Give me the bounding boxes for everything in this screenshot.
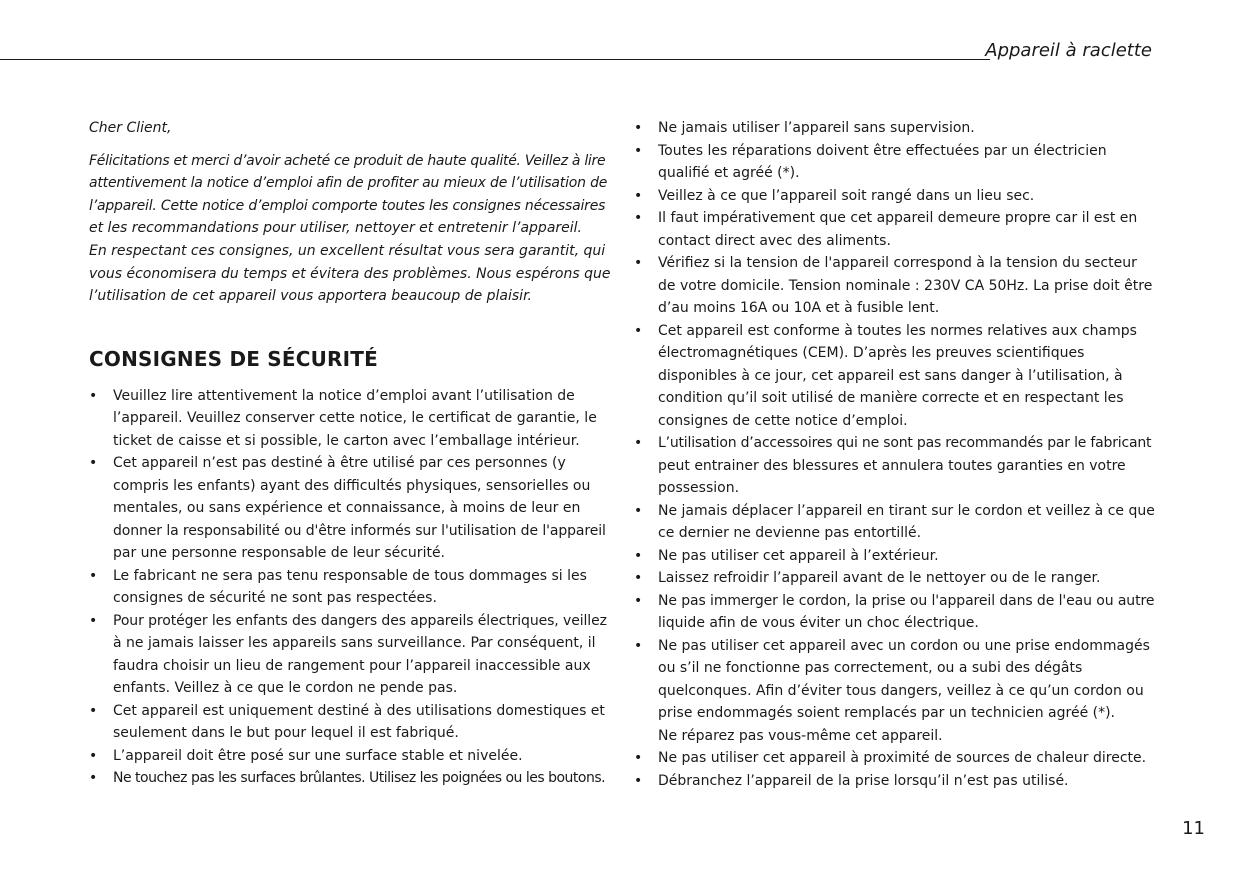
bullet-dot: • [634, 322, 643, 339]
bullet-item [634, 140, 1157, 185]
intro-paragraph [89, 150, 612, 308]
bullet-line: de votre domicile. Tension nominale : 230V CA 50Hz. La prise doit être [658, 277, 1153, 294]
bullet-dot: • [634, 502, 643, 519]
bullet-dot: • [634, 255, 643, 271]
bullet-line: qualifié et agréé (*). [658, 165, 800, 181]
bullet-line: peut entrainer des blessures et annulera toutes garanties en votre [658, 457, 1126, 474]
bullet-line: Ne pas utiliser cet appareil à l’extérieur. [658, 547, 939, 564]
bullet-line: à ne jamais laisser les appareils sans surveillance. Par conséquent, il [113, 635, 596, 652]
bullet-dot: • [634, 187, 643, 204]
left-column [89, 117, 612, 790]
intro-line: En respectant ces consignes, un excellent résultat vous sera garantit, qui [89, 242, 606, 259]
bullet-dot: • [89, 567, 98, 584]
bullet-dot: • [89, 387, 98, 404]
bullet-line: contact direct avec des aliments. [658, 232, 891, 249]
bullet-dot: • [634, 210, 643, 226]
bullet-item [89, 565, 612, 610]
bullet-item [634, 207, 1157, 252]
bullet-line: ou s’il ne fonctionne pas correctement, ou a subi des dégâts [658, 660, 1083, 676]
bullet-line: Vérifiez si la tension de l'appareil correspond à la tension du secteur [658, 255, 1137, 271]
bullet-line: condition qu’il soit utilisé de manière correcte et en respectant les [658, 390, 1124, 406]
bullet-item [634, 117, 1157, 140]
bullet-line: enfants. Veillez à ce que le cordon ne pende pas. [113, 680, 458, 697]
greeting: Cher Client, [89, 120, 172, 136]
bullet-dot: • [89, 770, 98, 787]
bullet-line: Cet appareil est uniquement destiné à des utilisations domestiques et [113, 702, 605, 719]
bullet-line: d’au moins 16A ou 10A et à fusible lent. [658, 300, 940, 316]
bullet-dot: • [634, 120, 643, 136]
bullet-item [89, 767, 612, 790]
bullet-item [634, 567, 1157, 590]
intro-text [89, 117, 612, 308]
bullet-line: Ne pas immerger le cordon, la prise ou l'appareil dans de l'eau ou autre [658, 592, 1155, 609]
bullet-line: Veuillez lire attentivement la notice d’emploi avant l’utilisation de [113, 387, 575, 404]
bullet-dot: • [89, 612, 98, 629]
bullet-dot: • [89, 702, 98, 719]
bullet-dot: • [634, 547, 643, 564]
right-bullet-list [634, 117, 1157, 792]
bullet-item [634, 747, 1157, 770]
bullet-line: seulement dans le but pour lequel il est fabriqué. [113, 725, 459, 742]
bullet-line: Le fabricant ne sera pas tenu responsable de tous dommages si les [113, 567, 587, 584]
bullet-line: Ne pas utiliser cet appareil avec un cordon ou une prise endommagés [658, 637, 1150, 654]
bullet-line: L’utilisation d’accessoires qui ne sont pas recommandés par le fabricant [658, 435, 1152, 451]
bullet-item [89, 610, 612, 700]
bullet-line: compris les enfants) ayant des difficultés physiques, sensorielles ou [113, 477, 591, 494]
bullet-item [634, 252, 1157, 320]
bullet-line: Toutes les réparations doivent être effectuées par un électricien [658, 142, 1107, 159]
bullet-dot: • [634, 142, 643, 159]
intro-line: l’appareil. Cette notice d’emploi comporte toutes les consignes nécessaires [89, 197, 606, 214]
bullet-dot: • [634, 435, 643, 451]
bullet-item [89, 700, 612, 745]
bullet-dot: • [634, 750, 643, 766]
bullet-line: Pour protéger les enfants des dangers des appareils électriques, veillez [113, 612, 607, 629]
bullet-item [634, 545, 1157, 568]
bullet-dot: • [634, 570, 643, 586]
intro-line: attentivement la notice d’emploi afin de profiter au mieux de l’utilisation de [89, 175, 608, 192]
bullet-item [634, 320, 1157, 433]
bullet-line: Veillez à ce que l’appareil soit rangé dans un lieu sec. [658, 187, 1035, 204]
bullet-line: électromagnétiques (CEM). D’après les preuves scientifiques [658, 345, 1085, 361]
right-column [634, 117, 1157, 792]
bullet-line: disponibles à ce jour, cet appareil est sans danger à l’utilisation, à [658, 367, 1123, 384]
bullet-item [634, 432, 1157, 500]
bullet-line: Débranchez l’appareil de la prise lorsqu’il n’est pas utilisé. [658, 772, 1069, 789]
left-bullet-list [89, 385, 612, 790]
bullet-line: Il faut impérativement que cet appareil demeure propre car il est en [658, 210, 1138, 226]
bullet-item [634, 770, 1157, 793]
bullet-line: Ne jamais déplacer l’appareil en tirant sur le cordon et veillez à ce que [658, 502, 1155, 519]
bullet-line: ce dernier ne devienne pas entortillé. [658, 525, 922, 541]
intro-line: vous économisera du temps et évitera des problèmes. Nous espérons que [89, 265, 611, 282]
bullet-dot: • [89, 455, 98, 472]
header-rule [0, 59, 990, 60]
bullet-line: Cet appareil est conforme à toutes les normes relatives aux champs [658, 322, 1137, 339]
intro-line: Félicitations et merci d’avoir acheté ce produit de haute qualité. Veillez à lire [89, 152, 606, 169]
bullet-line: l’appareil. Veuillez conserver cette notice, le certificat de garantie, le [113, 410, 597, 427]
bullet-line: prise endommagés soient remplacés par un technicien agréé (*). [658, 705, 1116, 721]
bullet-line: donner la responsabilité ou d'être informés sur l'utilisation de l'appareil [113, 522, 606, 539]
bullet-line: mentales, ou sans expérience et connaissance, à moins de leur en [113, 500, 581, 517]
intro-line: et les recommandations pour utiliser, nettoyer et entretenir l’appareil. [89, 220, 583, 237]
bullet-line: consignes de sécurité ne sont pas respectées. [113, 590, 437, 607]
bullet-line: ticket de caisse et si possible, le carton avec l’emballage intérieur. [113, 432, 580, 449]
bullet-line: par une personne responsable de leur sécurité. [113, 545, 446, 562]
section-title: CONSIGNES DE SÉCURITÉ [89, 346, 379, 371]
bullet-dot: • [634, 772, 643, 789]
bullet-line: Cet appareil n’est pas destiné à être utilisé par ces personnes (y [113, 455, 566, 472]
bullet-dot: • [89, 747, 98, 764]
bullet-line: quelconques. Afin d’éviter tous dangers, veillez à ce qu’un cordon ou [658, 682, 1144, 699]
bullet-item [634, 500, 1157, 545]
bullet-dot: • [634, 637, 643, 654]
bullet-line: Ne touchez pas les surfaces brûlantes. Utilisez les poignées ou les boutons. [113, 770, 606, 787]
bullet-line: Ne pas utiliser cet appareil à proximité de sources de chaleur directe. [658, 750, 1147, 766]
bullet-item [634, 635, 1157, 748]
bullet-item [89, 385, 612, 453]
page-number: 11 [1182, 818, 1205, 839]
bullet-line: L’appareil doit être posé sur une surface stable et nivelée. [113, 747, 523, 764]
page-header-title: Appareil à raclette [985, 40, 1152, 61]
intro-line: l’utilisation de cet appareil vous apportera beaucoup de plaisir. [89, 288, 532, 305]
bullet-item [89, 452, 612, 565]
bullet-line: Ne réparez pas vous-même cet appareil. [658, 727, 943, 744]
bullet-item [89, 745, 612, 768]
bullet-line: faudra choisir un lieu de rangement pour l’appareil inaccessible aux [113, 657, 591, 674]
bullet-line: possession. [658, 480, 740, 496]
bullet-item [634, 590, 1157, 635]
bullet-dot: • [634, 592, 643, 609]
bullet-line: Laissez refroidir l’appareil avant de le nettoyer ou de le ranger. [658, 570, 1101, 586]
bullet-line: Ne jamais utiliser l’appareil sans supervision. [658, 120, 975, 136]
bullet-item [634, 185, 1157, 208]
bullet-line: consignes de cette notice d’emploi. [658, 412, 908, 429]
bullet-line: liquide afin de vous éviter un choc électrique. [658, 615, 979, 631]
